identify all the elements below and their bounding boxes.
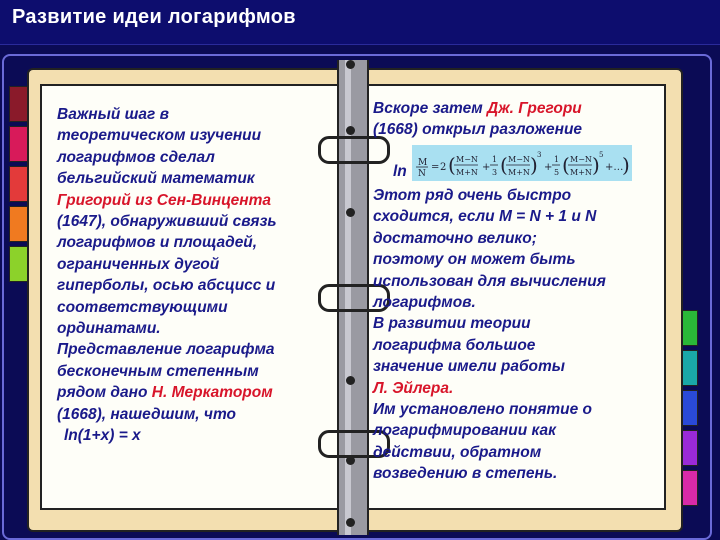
svg-text:M−N: M−N: [456, 155, 478, 164]
right-page-intro: [373, 98, 663, 141]
svg-text:M+N: M+N: [508, 168, 530, 177]
svg-text:1: 1: [554, 155, 560, 164]
text-line: логарифмов.: [373, 294, 476, 312]
svg-text:2: 2: [440, 162, 447, 173]
binder-screw: [346, 126, 355, 135]
text-line: бесконечным степенным: [57, 362, 259, 380]
text-line: (1668), нашедшим, что: [57, 405, 236, 423]
ln-label: ln: [393, 163, 407, 180]
text-line: соответствующими: [57, 298, 228, 316]
binder-tab: [9, 126, 29, 162]
binder-screw: [346, 456, 355, 465]
text-line: логарифмов и площадей,: [57, 234, 258, 252]
slide-title: Развитие идеи логарифмов: [12, 6, 296, 28]
highlight-name: Григорий из Сен-Винцента: [57, 191, 271, 209]
text-line: В развитии теории: [373, 315, 531, 333]
text-line: Важный шаг в: [57, 106, 169, 123]
svg-text:+: +: [482, 162, 491, 173]
svg-text:3: 3: [492, 168, 498, 177]
text-line: логарифмировании как: [373, 422, 557, 440]
highlight-name: Дж. Грегори: [487, 100, 582, 117]
binder-tab: [9, 166, 29, 202]
svg-text:1: 1: [492, 155, 498, 164]
text-line: [373, 98, 663, 119]
text-line: логарифма большое: [373, 336, 536, 354]
formula-line: ln(1+x) = x: [64, 427, 141, 445]
text-line: Этот ряд очень быстро: [373, 187, 572, 204]
text-line: Представление логарифма: [57, 341, 275, 359]
svg-text:M+N: M+N: [570, 168, 592, 177]
text-line: теоретическом изучении: [57, 127, 262, 145]
svg-text:N: N: [418, 169, 426, 179]
text-line: сходится, если M = N + 1 и N: [373, 208, 597, 226]
svg-text:M: M: [418, 158, 428, 168]
svg-text:=: =: [431, 162, 440, 173]
svg-text:5: 5: [599, 151, 604, 159]
svg-text:): ): [592, 153, 600, 177]
text-line: ограниченных дугой: [57, 255, 220, 273]
text-segment: Вскоре затем: [373, 100, 488, 117]
binder-tab: [9, 206, 29, 242]
left-page-text: [57, 104, 327, 447]
svg-text:M+N: M+N: [456, 168, 478, 177]
svg-text:3: 3: [537, 151, 542, 159]
svg-text:(: (: [448, 153, 456, 177]
text-line: (1668) открыл разложение: [373, 121, 583, 139]
text-line: использован для вычисления: [373, 272, 606, 290]
series-formula-image: [412, 145, 632, 181]
text-line: возведению в степень.: [373, 465, 558, 483]
svg-text:): ): [622, 153, 630, 177]
text-segment: рядом дано: [57, 384, 152, 402]
text-line: гиперболы, осью абсцисс и: [57, 277, 276, 295]
title-bar: [0, 0, 720, 45]
text-line: поэтому он может быть: [373, 251, 576, 269]
binder-screw: [346, 60, 355, 69]
svg-text:(: (: [500, 153, 508, 177]
binder-tab: [9, 86, 29, 122]
text-line: [57, 382, 327, 403]
binder-tab: [9, 246, 29, 282]
text-line: бельгийский математик: [57, 170, 255, 188]
text-line: значение имели работы: [373, 358, 566, 376]
binder-screw: [346, 208, 355, 217]
svg-text:+: +: [544, 162, 553, 173]
formula-graphic: [412, 145, 632, 181]
text-line: достаточно велико;: [373, 229, 537, 247]
binder-screw: [346, 376, 355, 385]
text-line: Им установлено понятие о: [373, 401, 593, 419]
svg-text:5: 5: [554, 168, 560, 177]
text-line: действии, обратном: [373, 443, 542, 461]
svg-text:M−N: M−N: [508, 155, 530, 164]
svg-text:M−N: M−N: [570, 155, 592, 164]
right-page-text: [373, 185, 663, 485]
binder-screw: [346, 518, 355, 527]
svg-text:+…: +…: [605, 162, 624, 173]
svg-text:(: (: [562, 153, 570, 177]
svg-text:): ): [530, 153, 538, 177]
text-line: ординатами.: [57, 320, 161, 338]
text-line: логарифмов сделал: [57, 148, 215, 166]
text-line: (1647), обнаруживший связь: [57, 213, 277, 231]
highlight-name: Л. Эйлера.: [373, 379, 454, 397]
highlight-name: Н. Меркатором: [151, 384, 273, 402]
